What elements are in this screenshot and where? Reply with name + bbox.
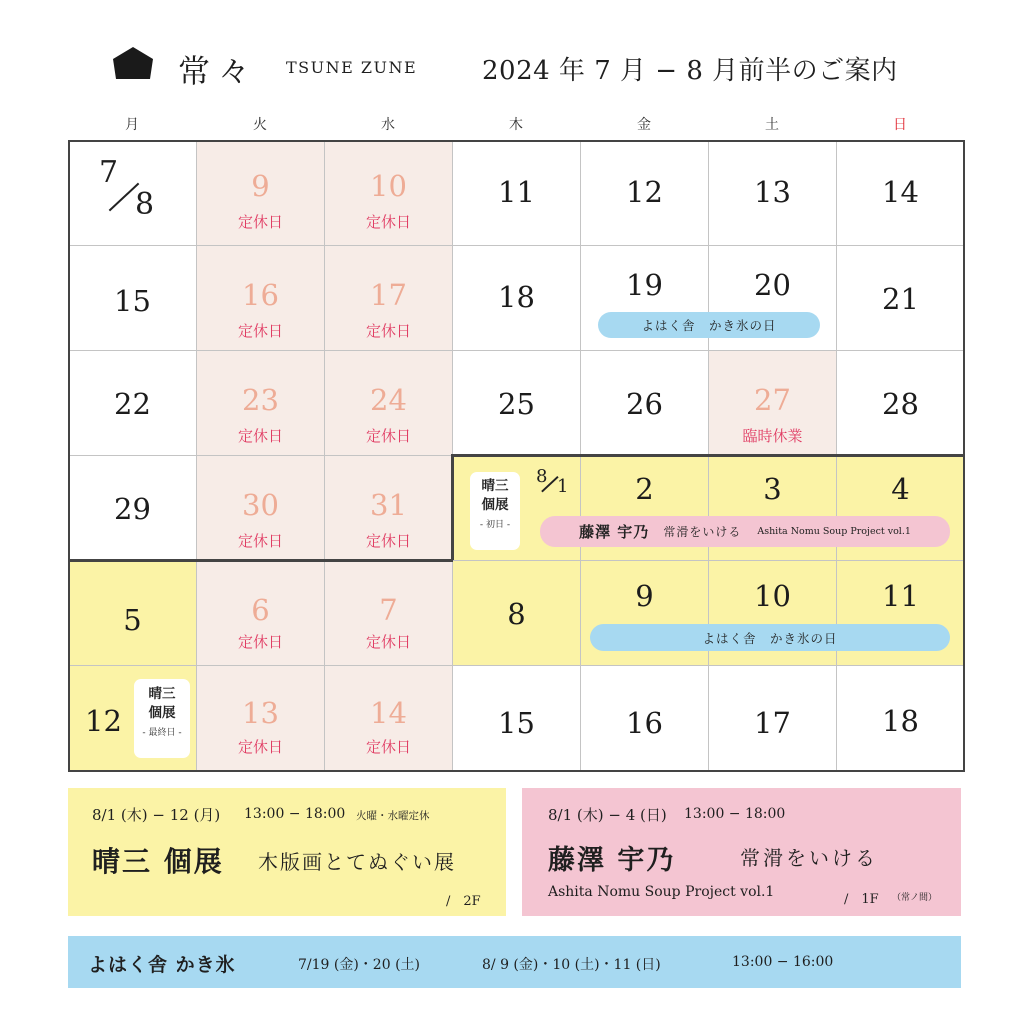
calendar-grid: [68, 140, 965, 772]
weekday-tue: 火: [253, 117, 267, 133]
day-number: 31: [370, 488, 407, 522]
fujisawa-info-box: [522, 788, 961, 916]
kakigori-july-dates: 7/19 (金)・20 (土): [298, 957, 421, 973]
kakigori-august-dates: 8/ 9 (金)・10 (土)・11 (日): [482, 957, 661, 973]
day-number: 9: [635, 579, 654, 613]
day-cell: [324, 140, 453, 246]
day-cell: [68, 455, 197, 561]
closed-label: 定休日: [237, 532, 283, 550]
badge-sub: - 初日 -: [479, 520, 511, 530]
badge-line-2: 個展: [481, 497, 509, 513]
harumi-hours: 13:00 − 18:00: [244, 806, 346, 822]
day-cell: [580, 140, 709, 246]
day-cell: [836, 665, 965, 772]
day-cell: [324, 455, 453, 561]
day-cell: [68, 560, 197, 666]
day-cell: [68, 245, 197, 351]
day-cell: [196, 350, 325, 456]
day-number: 6: [251, 593, 270, 627]
closed-label: 定休日: [365, 427, 411, 445]
day-cell: [452, 140, 581, 246]
day-number: 29: [114, 492, 151, 526]
day-number: 4: [891, 472, 910, 506]
brand-romaji: TSUNE ZUNE: [286, 58, 418, 77]
closed-label: 定休日: [365, 213, 411, 231]
day-number: 14: [882, 175, 919, 209]
day-number: 18: [498, 280, 535, 314]
day-cell: [452, 560, 581, 666]
day-number: 7: [379, 593, 398, 627]
page-title: 2024 年 7 月 − 8 月前半のご案内: [482, 56, 898, 86]
day-cell: [196, 140, 325, 246]
fujisawa-floor-note: （常ノ間）: [892, 893, 938, 903]
day-cell: [196, 245, 325, 351]
day-number: 16: [626, 706, 663, 740]
day-number: 16: [242, 278, 279, 312]
weekday-fri: 金: [637, 117, 651, 133]
day-cell: [68, 350, 197, 456]
day-cell: [324, 560, 453, 666]
day-cell: [196, 665, 325, 772]
day-number: 9: [251, 169, 270, 203]
day-number: 10: [754, 579, 791, 613]
day-cell: [196, 455, 325, 561]
closed-label: 定休日: [237, 213, 283, 231]
day-number: 12: [626, 175, 663, 209]
day-cell: [836, 350, 965, 456]
closed-label: 定休日: [237, 633, 283, 651]
kakigori-event-pill: よはく舎 かき氷の日: [590, 624, 950, 651]
fujisawa-pill-name: 藤澤 宇乃: [579, 523, 650, 541]
badge-line-2: 個展: [148, 705, 176, 721]
kakigori-info-bar: [68, 936, 961, 988]
day-number: 8: [135, 187, 155, 222]
temp-closed-label: 臨時休業: [742, 427, 803, 445]
day-number: 18: [882, 704, 919, 738]
day-number: 14: [370, 696, 407, 730]
day-number: 17: [370, 278, 407, 312]
kakigori-event-pill: よはく舎 かき氷の日: [598, 312, 820, 338]
closed-label: 定休日: [237, 322, 283, 340]
closed-label: 定休日: [237, 427, 283, 445]
weekday-thu: 木: [509, 117, 523, 133]
badge-line-1: 晴三: [148, 686, 176, 702]
day-cell: [324, 665, 453, 772]
weekday-sat: 土: [765, 117, 779, 133]
fujisawa-pill-title: 常滑をいける: [663, 525, 742, 539]
harumi-exhibit-badge: [134, 679, 190, 758]
day-number: 25: [498, 387, 535, 421]
day-number: 13: [242, 696, 279, 730]
fujisawa-name: 藤澤 宇乃: [548, 845, 676, 876]
day-number: 13: [754, 175, 791, 209]
day-cell: [452, 245, 581, 351]
day-number: 28: [882, 387, 919, 421]
closed-label: 定休日: [365, 738, 411, 756]
month-number: 8: [536, 466, 548, 487]
day-cell: [324, 245, 453, 351]
badge-sub: - 最終日 -: [142, 728, 182, 738]
day-number: 12: [85, 704, 122, 738]
day-cell: [708, 665, 837, 772]
day-number: 15: [498, 706, 535, 740]
day-cell: [68, 140, 197, 246]
day-number: 5: [123, 603, 142, 637]
fujisawa-dates: 8/1 (木) − 4 (日): [548, 806, 667, 824]
day-cell: [196, 560, 325, 666]
harumi-dates: 8/1 (木) − 12 (月): [92, 806, 221, 824]
day-cell: [324, 350, 453, 456]
harumi-floor: / 2F: [446, 894, 481, 909]
fujisawa-pill-project: Ashita Nomu Soup Project vol.1: [757, 526, 911, 537]
fujisawa-floor: / 1F: [844, 892, 879, 907]
day-number: 1: [557, 476, 569, 497]
day-number: 20: [754, 268, 791, 302]
day-number: 11: [498, 175, 535, 209]
fujisawa-project: Ashita Nomu Soup Project vol.1: [548, 884, 775, 900]
day-number: 15: [114, 284, 151, 318]
closed-label: 定休日: [365, 633, 411, 651]
day-number: 10: [370, 169, 407, 203]
badge-line-1: 晴三: [481, 478, 509, 494]
closed-label: 定休日: [237, 738, 283, 756]
kakigori-hours: 13:00 − 16:00: [732, 954, 834, 970]
weekday-sun: 日: [893, 117, 907, 133]
month-number: 7: [99, 155, 119, 190]
harumi-name: 晴三 個展: [92, 845, 224, 878]
day-number: 8: [507, 597, 526, 631]
brand-name: 常々: [178, 52, 259, 90]
day-cell: [452, 665, 581, 772]
day-cell: [580, 350, 709, 456]
day-cell: [580, 665, 709, 772]
kakigori-name: よはく舎 かき氷: [88, 954, 236, 976]
day-number: 21: [882, 282, 919, 316]
day-number: 2: [635, 472, 654, 506]
day-cell: [708, 350, 837, 456]
weekday-mon: 月: [125, 117, 139, 133]
harumi-closed-note: 火曜・水曜定休: [356, 810, 430, 822]
day-number: 30: [242, 488, 279, 522]
closed-label: 定休日: [365, 532, 411, 550]
harumi-exhibit-badge: [470, 472, 520, 550]
fujisawa-event-pill: [540, 516, 950, 547]
harumi-info-box: [68, 788, 506, 916]
day-number: 24: [370, 383, 407, 417]
day-cell: [836, 140, 965, 246]
weekday-wed: 水: [381, 117, 395, 133]
day-number: 26: [626, 387, 663, 421]
day-cell: [708, 140, 837, 246]
day-number: 22: [114, 387, 151, 421]
day-number: 23: [242, 383, 279, 417]
day-cell: [452, 350, 581, 456]
house-logo-icon: [112, 46, 154, 80]
harumi-title: 木版画とてぬぐい展: [258, 850, 456, 874]
fujisawa-hours: 13:00 − 18:00: [684, 806, 786, 822]
closed-label: 定休日: [365, 322, 411, 340]
day-cell: [836, 245, 965, 351]
fujisawa-title: 常滑をいける: [740, 846, 878, 870]
day-number: 19: [626, 268, 663, 302]
day-number: 27: [754, 383, 791, 417]
day-number: 3: [763, 472, 782, 506]
day-number: 11: [882, 579, 919, 613]
day-number: 17: [754, 706, 791, 740]
